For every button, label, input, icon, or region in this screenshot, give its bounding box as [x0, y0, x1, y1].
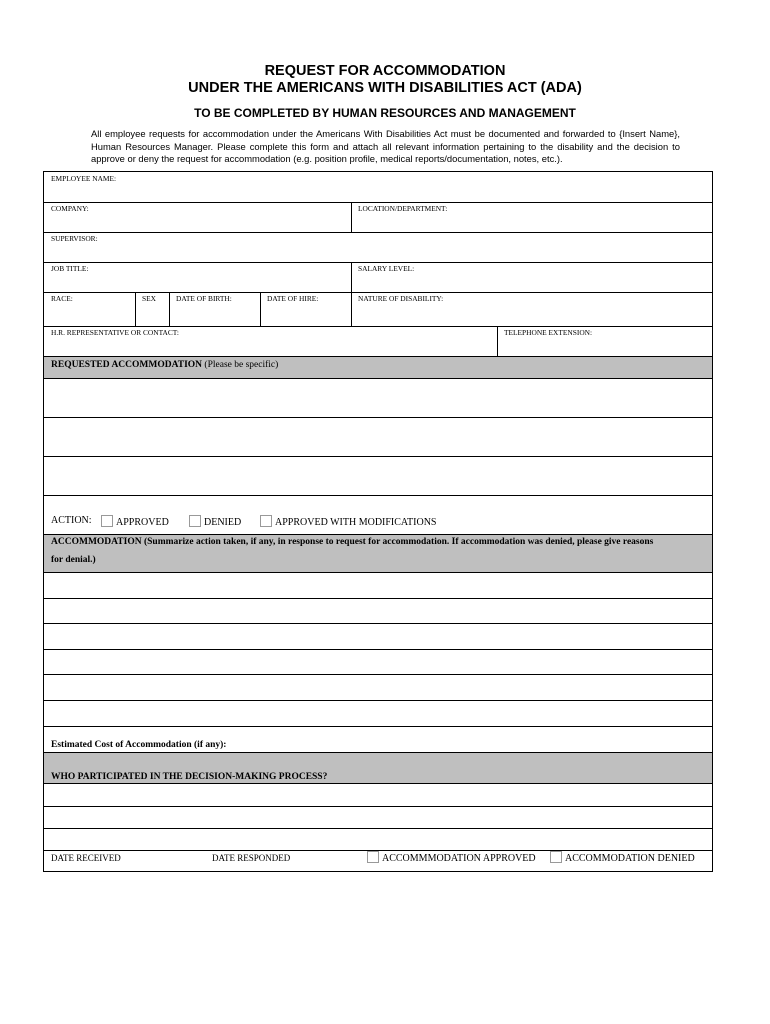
sex-label: SEX — [142, 294, 156, 303]
nature-of-disability-label: NATURE OF DISABILITY: — [358, 294, 444, 303]
approved-checkbox[interactable] — [101, 515, 113, 527]
job-title-label: JOB TITLE: — [51, 264, 89, 273]
approved-with-modifications-checkbox[interactable] — [260, 515, 272, 527]
action-label: ACTION: — [51, 515, 92, 526]
date-received-label: DATE RECEIVED — [51, 853, 121, 863]
accommodation-form — [43, 171, 713, 872]
form-title-line2: UNDER THE AMERICANS WITH DISABILITIES ACT (ADA) — [188, 80, 582, 96]
race-label: RACE: — [51, 294, 73, 303]
accommodation-denied-checkbox[interactable] — [550, 851, 562, 863]
accommodation-summary-heading: ACCOMMODATION (Summarize action taken, if any, in response to request for accommodation. If accommodation was denied, please give reasons — [51, 537, 654, 547]
date-of-birth-label: DATE OF BIRTH: — [176, 294, 232, 303]
action-denied-option[interactable]: DENIED — [189, 515, 241, 529]
intro-paragraph: All employee requests for accommodation under the Americans With Disabilities Act must be documented and forwarded to {Insert Name}, Human Resources Manager. Please complete this form and attach all relevant information pertaining to the disability and the decision to approve or deny the request for accommodation (e.g. position profile, medical reports/documentation, notes, etc.). — [91, 128, 680, 164]
accommodation-summary-heading-line2: for denial.) — [51, 555, 96, 565]
action-approved-with-modifications-option[interactable]: APPROVED WITH MODIFICATIONS — [260, 515, 437, 529]
form-subtitle: TO BE COMPLETED BY HUMAN RESOURCES AND MANAGEMENT — [194, 106, 576, 120]
salary-level-label: SALARY LEVEL: — [358, 264, 415, 273]
employee-name-label: EMPLOYEE NAME: — [51, 174, 117, 183]
participants-heading: WHO PARTICIPATED IN THE DECISION-MAKING PROCESS? — [51, 772, 328, 782]
denied-checkbox[interactable] — [189, 515, 201, 527]
accommodation-approved-checkbox[interactable] — [367, 851, 379, 863]
form-title: REQUEST FOR ACCOMMODATION — [264, 63, 506, 79]
telephone-extension-label: TELEPHONE EXTENSION: — [504, 328, 593, 337]
action-approved-option[interactable]: APPROVED — [101, 515, 169, 529]
accommodation-denied-option[interactable]: ACCOMMODATION DENIED — [550, 851, 695, 865]
supervisor-label: SUPERVISOR: — [51, 234, 98, 243]
company-label: COMPANY: — [51, 204, 89, 213]
date-of-hire-label: DATE OF HIRE: — [267, 294, 319, 303]
hr-representative-label: H.R. REPRESENTATIVE OR CONTACT: — [51, 328, 179, 337]
requested-accommodation-heading: REQUESTED ACCOMMODATION (Please be specific) — [51, 360, 279, 370]
location-department-label: LOCATION/DEPARTMENT: — [358, 204, 448, 213]
date-responded-label: DATE RESPONDED — [212, 853, 291, 863]
estimated-cost-label: Estimated Cost of Accommodation (if any): — [51, 740, 227, 750]
accommodation-approved-option[interactable]: ACCOMMMODATION APPROVED — [367, 851, 536, 865]
